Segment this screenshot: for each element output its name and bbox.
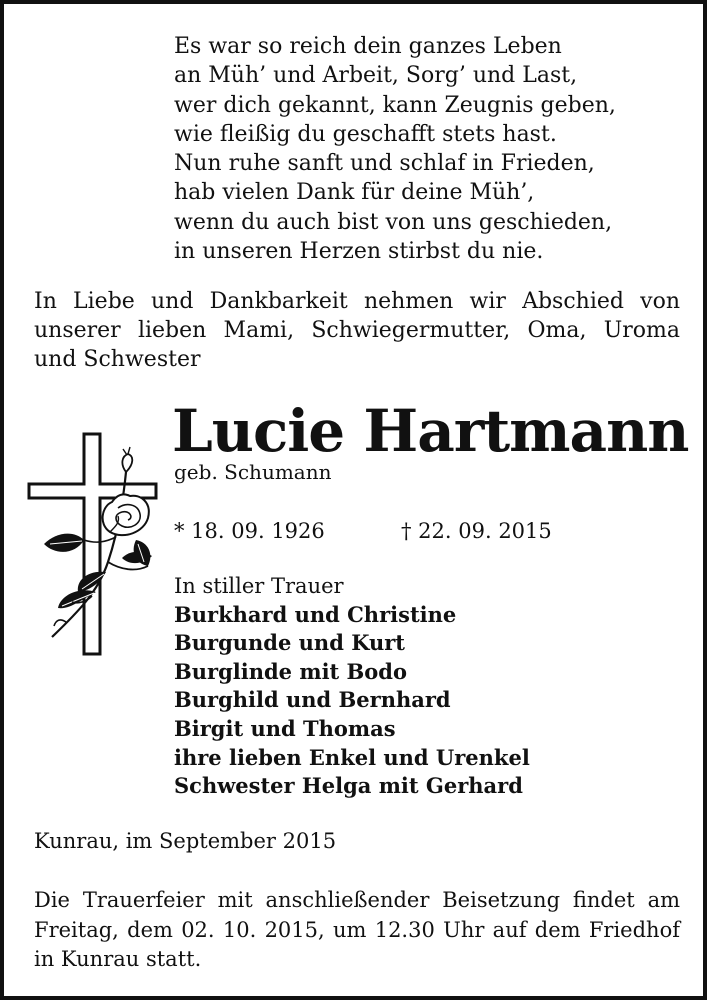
cross-with-rose-icon [26, 432, 161, 657]
place-and-date: Kunrau, im September 2015 [34, 829, 337, 853]
poem-line: Nun ruhe sanft und schlaf in Frieden, [174, 151, 595, 177]
death-date: † 22. 09. 2015 [401, 519, 552, 543]
farewell-line: In Liebe und Dankbarkeit nehmen wir Abschied von [34, 289, 680, 314]
mourner-entry: Burghild und Bernhard [174, 687, 451, 713]
mourner-entry: Burgunde und Kurt [174, 630, 406, 656]
mourner-entry: Burglinde mit Bodo [174, 658, 407, 684]
poem-line: in unseren Herzen stirbst du nie. [174, 239, 544, 265]
farewell-text [34, 287, 680, 374]
funeral-info [34, 886, 680, 975]
deceased-name: Lucie Hartmann [172, 397, 689, 465]
poem-line: wenn du auch bist von uns geschieden, [174, 209, 613, 235]
mourner-entry: ihre lieben Enkel und Urenkel [174, 744, 530, 770]
poem-line: wie fleißig du geschafft stets hast. [174, 121, 557, 147]
poem [174, 32, 616, 266]
poem-line: hab vielen Dank für deine Müh’, [174, 180, 535, 206]
birth-date: * 18. 09. 1926 [174, 519, 325, 543]
poem-line: an Müh’ und Arbeit, Sorg’ und Last, [174, 63, 578, 89]
funeral-line: in Kunrau statt. [34, 947, 202, 971]
funeral-line: Freitag, dem 02. 10. 2015, um 12.30 Uhr auf dem Friedhof [34, 917, 680, 942]
poem-line: Es war so reich dein ganzes Leben [174, 34, 562, 59]
funeral-line: Die Trauerfeier mit anschließender Beisetzung findet am [34, 888, 680, 912]
mourner-entry: Birgit und Thomas [174, 715, 396, 741]
poem-line: wer dich gekannt, kann Zeugnis geben, [174, 92, 616, 118]
farewell-line: und Schwester [34, 347, 201, 372]
mourners-heading: In stiller Trauer [174, 574, 344, 598]
mourners-list [174, 572, 530, 801]
mourner-entry: Schwester Helga mit Gerhard [174, 773, 523, 799]
farewell-line: unserer lieben Mami, Schwiegermutter, Oma, Uroma [34, 318, 680, 343]
maiden-name: geb. Schumann [174, 460, 332, 484]
mourner-entry: Burkhard und Christine [174, 601, 457, 627]
